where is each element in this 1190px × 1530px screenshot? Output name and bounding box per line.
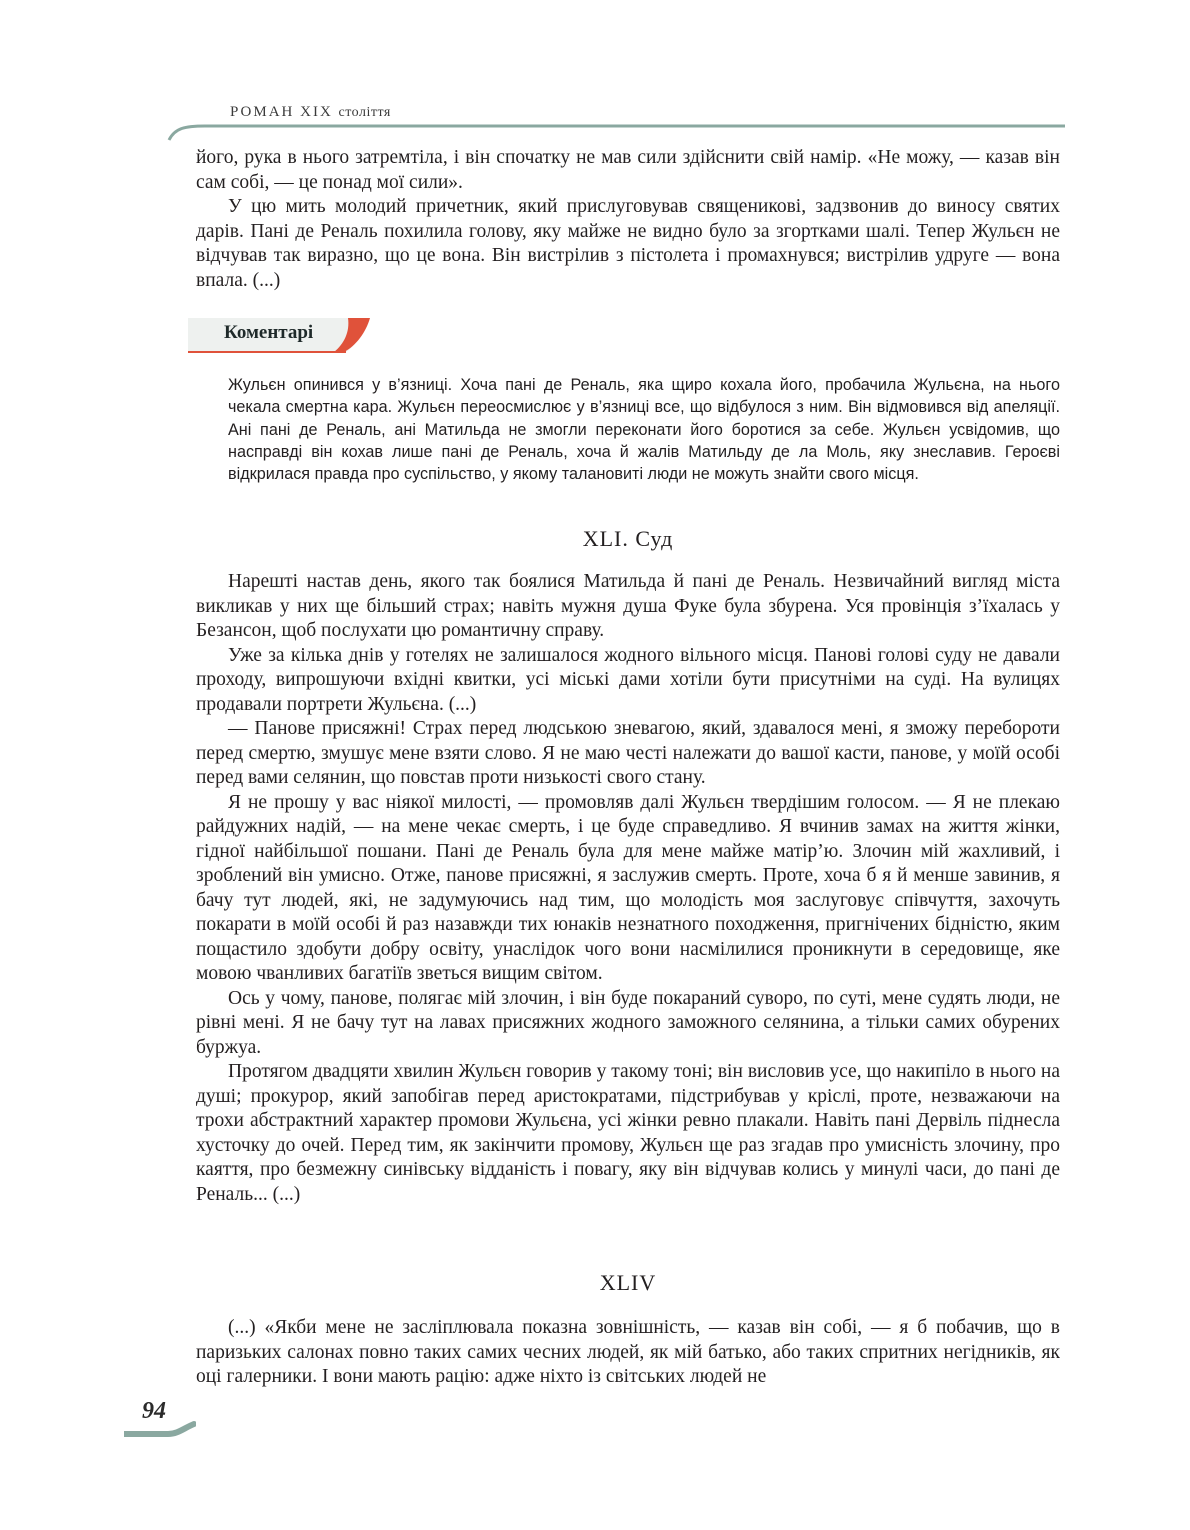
- chapter-title: XLI. Суд: [582, 526, 674, 551]
- paragraph: Протягом двадцяти хвилин Жульєн говорив у такому тоні; він висловив усе, що накипіло в нього на душі; прокурор, який запобігав перед аристократами, підстрибував у кріслі, проте, незважаючи на трохи абстрактний характер промови Жульєна, усі жінки ревно плакали. Навіть пані Дервіль піднесла хусточку до очей. Перед тим, як закінчити промову, Жульєн ще раз згадав про умисність злочину, про каяття, про безмежну синівську відданість і повагу, яку він відчував колись у минулі часи, до пані де Реналь... (...): [196, 1061, 1060, 1205]
- page-number: 94: [142, 1398, 166, 1424]
- chapter-title: XLIV: [599, 1270, 657, 1295]
- paragraph: — Панове присяжні! Страх перед людською зневагою, який, здавалося мені, я зможу перебороти перед смертю, змушує мене взяти слово. Я не маю честі належати до вашої касти, панове, у моїй особі перед вами селянин, що повстав проти низькості свого стану.: [196, 718, 1060, 788]
- paragraph: У цю мить молодий причетник, який прислуговував священикові, задзвонив до виносу святих дарів. Пані де Реналь похилила голову, яку майже не видно було за згортками шалі. Тепер Жульєн не відчував так виразно, що це вона. Він вистрілив з пістолета і промахнувся; вистрілив удруге — вона впала. (...): [196, 196, 1060, 291]
- header-rule: [165, 118, 1065, 148]
- commentary-tab-label: Коментарі: [224, 322, 314, 343]
- chapter-1-text: [196, 570, 1060, 1207]
- paragraph: його, рука в нього затремтіла, і він спочатку не мав сили здійснити свій намір. «Не можу, — казав він сам собі, — це понад мої сили».: [196, 147, 1060, 193]
- paragraph: Нарешті настав день, якого так боялися Матильда й пані де Реналь. Незвичайний вигляд міста викликав у них ще більший страх; навіть мужня душа Фуке була збурена. Уся провінція з’їхалась у Безансон, щоб послухати цю романтичну справу.: [196, 571, 1060, 641]
- running-title-main: РОМАН XIX: [230, 104, 333, 120]
- paragraph: Ось у чому, панове, полягає мій злочин, і він буде покараний суворо, по суті, мене судять люди, не рівні мені. Я не бачу тут на лавах присяжних жодного заможного селянина, а тільки самих обурених буржуа.: [196, 987, 1060, 1058]
- paragraph: (...) «Якби мене не засліплювала показна зовнішність, — казав він собі, — я б побачив, що в паризьких салонах повно таких самих чесних людей, як мій батько, або таких спритних негідників, як оці галерники. І вони мають рацію: адже ніхто із світських людей не: [196, 1317, 1060, 1387]
- running-title-small: століття: [338, 105, 391, 120]
- paragraph: Я не прошу у вас ніякої милості, — промовляв далі Жульєн твердішим голосом. — Я не плекаю райдужних надій, — на мене чекає смерть, і це буде справедливо. Я вчинив замах на життя жінки, гідної найбільшої пошани. Пані де Реналь була для мене майже матір’ю. Злочин мій жахливий, і зроблений він умисно. Отже, панове присяжні, я заслужив смерть. Проте, хоча б я й менше завинив, я бачу тут людей, які, не задумуючись над тим, що молодість моя заслуговує співчуття, захочуть покарати в моїй особі й раз назавжди тих юнаків незнатного походження, пригнічених бідністю, яким пощастило здобути добру освіту, унаслідок чого вони насмілилися проникнути в середовище, яке мовою чванливих багатіїв зветься вищим світом.: [196, 791, 1060, 984]
- commentary-text: Жульєн опинився у в’язниці. Хоча пані де Реналь, яка щиро кохала його, пробачила Жульєна, на нього чекала смертна кара. Жульєн переосмислює у в’язниці все, що відбулося з ним. Він відмовився від апеляції. Ані пані де Реналь, ані Матильда не змогли переконати його боротися за себе. Жульєн усвідомив, що насправді він кохав лише пані де Реналь, хоча й жалів Матильду де ла Моль, яку знеславив. Героєві відкрилася правда про суспільство, у якому талановиті люди не можуть знайти свого місця.: [228, 376, 1060, 484]
- chapter-2-text: [196, 1316, 1060, 1390]
- commentary-tab: [188, 316, 372, 354]
- paragraph: Уже за кілька днів у готелях не залишалося жодного вільного місця. Панові голові суду не давали проходу, випрошуючи вхідні квитки, усі міські дами хотіли бути присутніми на суді. На вулицях продавали портрети Жульєна. (...): [196, 644, 1060, 715]
- footer-rule: [124, 1420, 196, 1444]
- top-text: [196, 146, 1060, 293]
